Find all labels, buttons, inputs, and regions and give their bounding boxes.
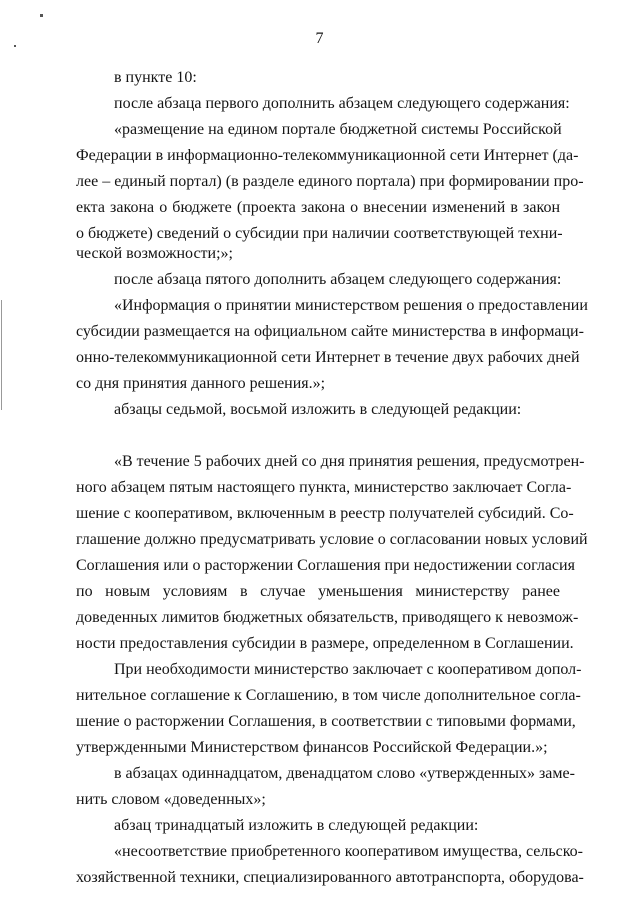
text-line: в пункте 10: (114, 69, 197, 86)
scan-line-left (1, 300, 2, 410)
text-line: Федерации в информационно-телекоммуникационной сети Интернет (да- (76, 147, 579, 164)
scan-mark-left (14, 45, 16, 47)
text-line: хозяйственной техники, специализированного автотранспорта, оборудова- (76, 869, 584, 886)
text-line: доведенных лимитов бюджетных обязательств, приводящего к невозмож- (76, 609, 579, 626)
text-line: шение о расторжении Соглашения, в соответствии с типовыми формами, (76, 713, 576, 730)
text-line: после абзаца первого дополнить абзацем следующего содержания: (114, 95, 570, 112)
text-line: о бюджете) сведений о субсидии при наличии соответствующей техни- (76, 225, 563, 242)
page-number: 7 (315, 30, 324, 47)
text-line: лее – единый портал) (в разделе единого портала) при формировании про- (76, 173, 584, 190)
scan-mark-top-left (40, 14, 43, 17)
text-line: шение с кооперативом, включенным в реестр получателей субсидий. Со- (76, 505, 574, 522)
text-line: в абзацах одиннадцатом, двенадцатом слово «утвержденных» заме- (114, 765, 575, 782)
text-line: ческой возможности;»; (76, 245, 233, 262)
text-line: абзац тринадцатый изложить в следующей редакции: (114, 817, 479, 834)
text-line: ности предоставления субсидии в размере, определенном в Соглашении. (76, 635, 574, 652)
text-line: «несоответствие приобретенного кооперативом имущества, сельско- (114, 843, 584, 860)
text-line: екта закона о бюджете (проекта закона о внесении изменений в закон (76, 199, 560, 216)
text-line: ного абзацем пятым настоящего пункта, министерство заключает Согла- (76, 479, 572, 496)
text-line: после абзаца пятого дополнить абзацем следующего содержания: (114, 271, 562, 288)
text-line: субсидии размещается на официальном сайте министерства в информаци- (76, 323, 584, 340)
text-line: При необходимости министерство заключает с кооперативом допол- (114, 661, 582, 678)
text-line: абзацы седьмой, восьмой изложить в следующей редакции: (114, 401, 522, 418)
text-line: по новым условиям в случае уменьшения министерству ранее (76, 583, 560, 600)
text-line: утвержденными Министерством финансов Российской Федерации.»; (76, 739, 548, 756)
text-line: «В течение 5 рабочих дней со дня принятия решения, предусмотрен- (114, 453, 585, 470)
text-line: Соглашения или о расторжении Соглашения при недостижении согласия (76, 557, 575, 574)
text-line: глашение должно предусматривать условие о согласовании новых условий (76, 531, 588, 548)
text-line: нить словом «доведенных»; (76, 791, 266, 808)
text-line: «размещение на едином портале бюджетной системы Российской (114, 121, 562, 138)
text-line: нительное соглашение к Соглашению, в том числе дополнительное согла- (76, 687, 581, 704)
text-line: онно-телекоммуникационной сети Интернет в течение двух рабочих дней (76, 349, 580, 366)
text-line: со дня принятия данного решения.»; (76, 375, 326, 392)
text-line: «Информация о принятии министерством решения о предоставлении (114, 297, 588, 314)
